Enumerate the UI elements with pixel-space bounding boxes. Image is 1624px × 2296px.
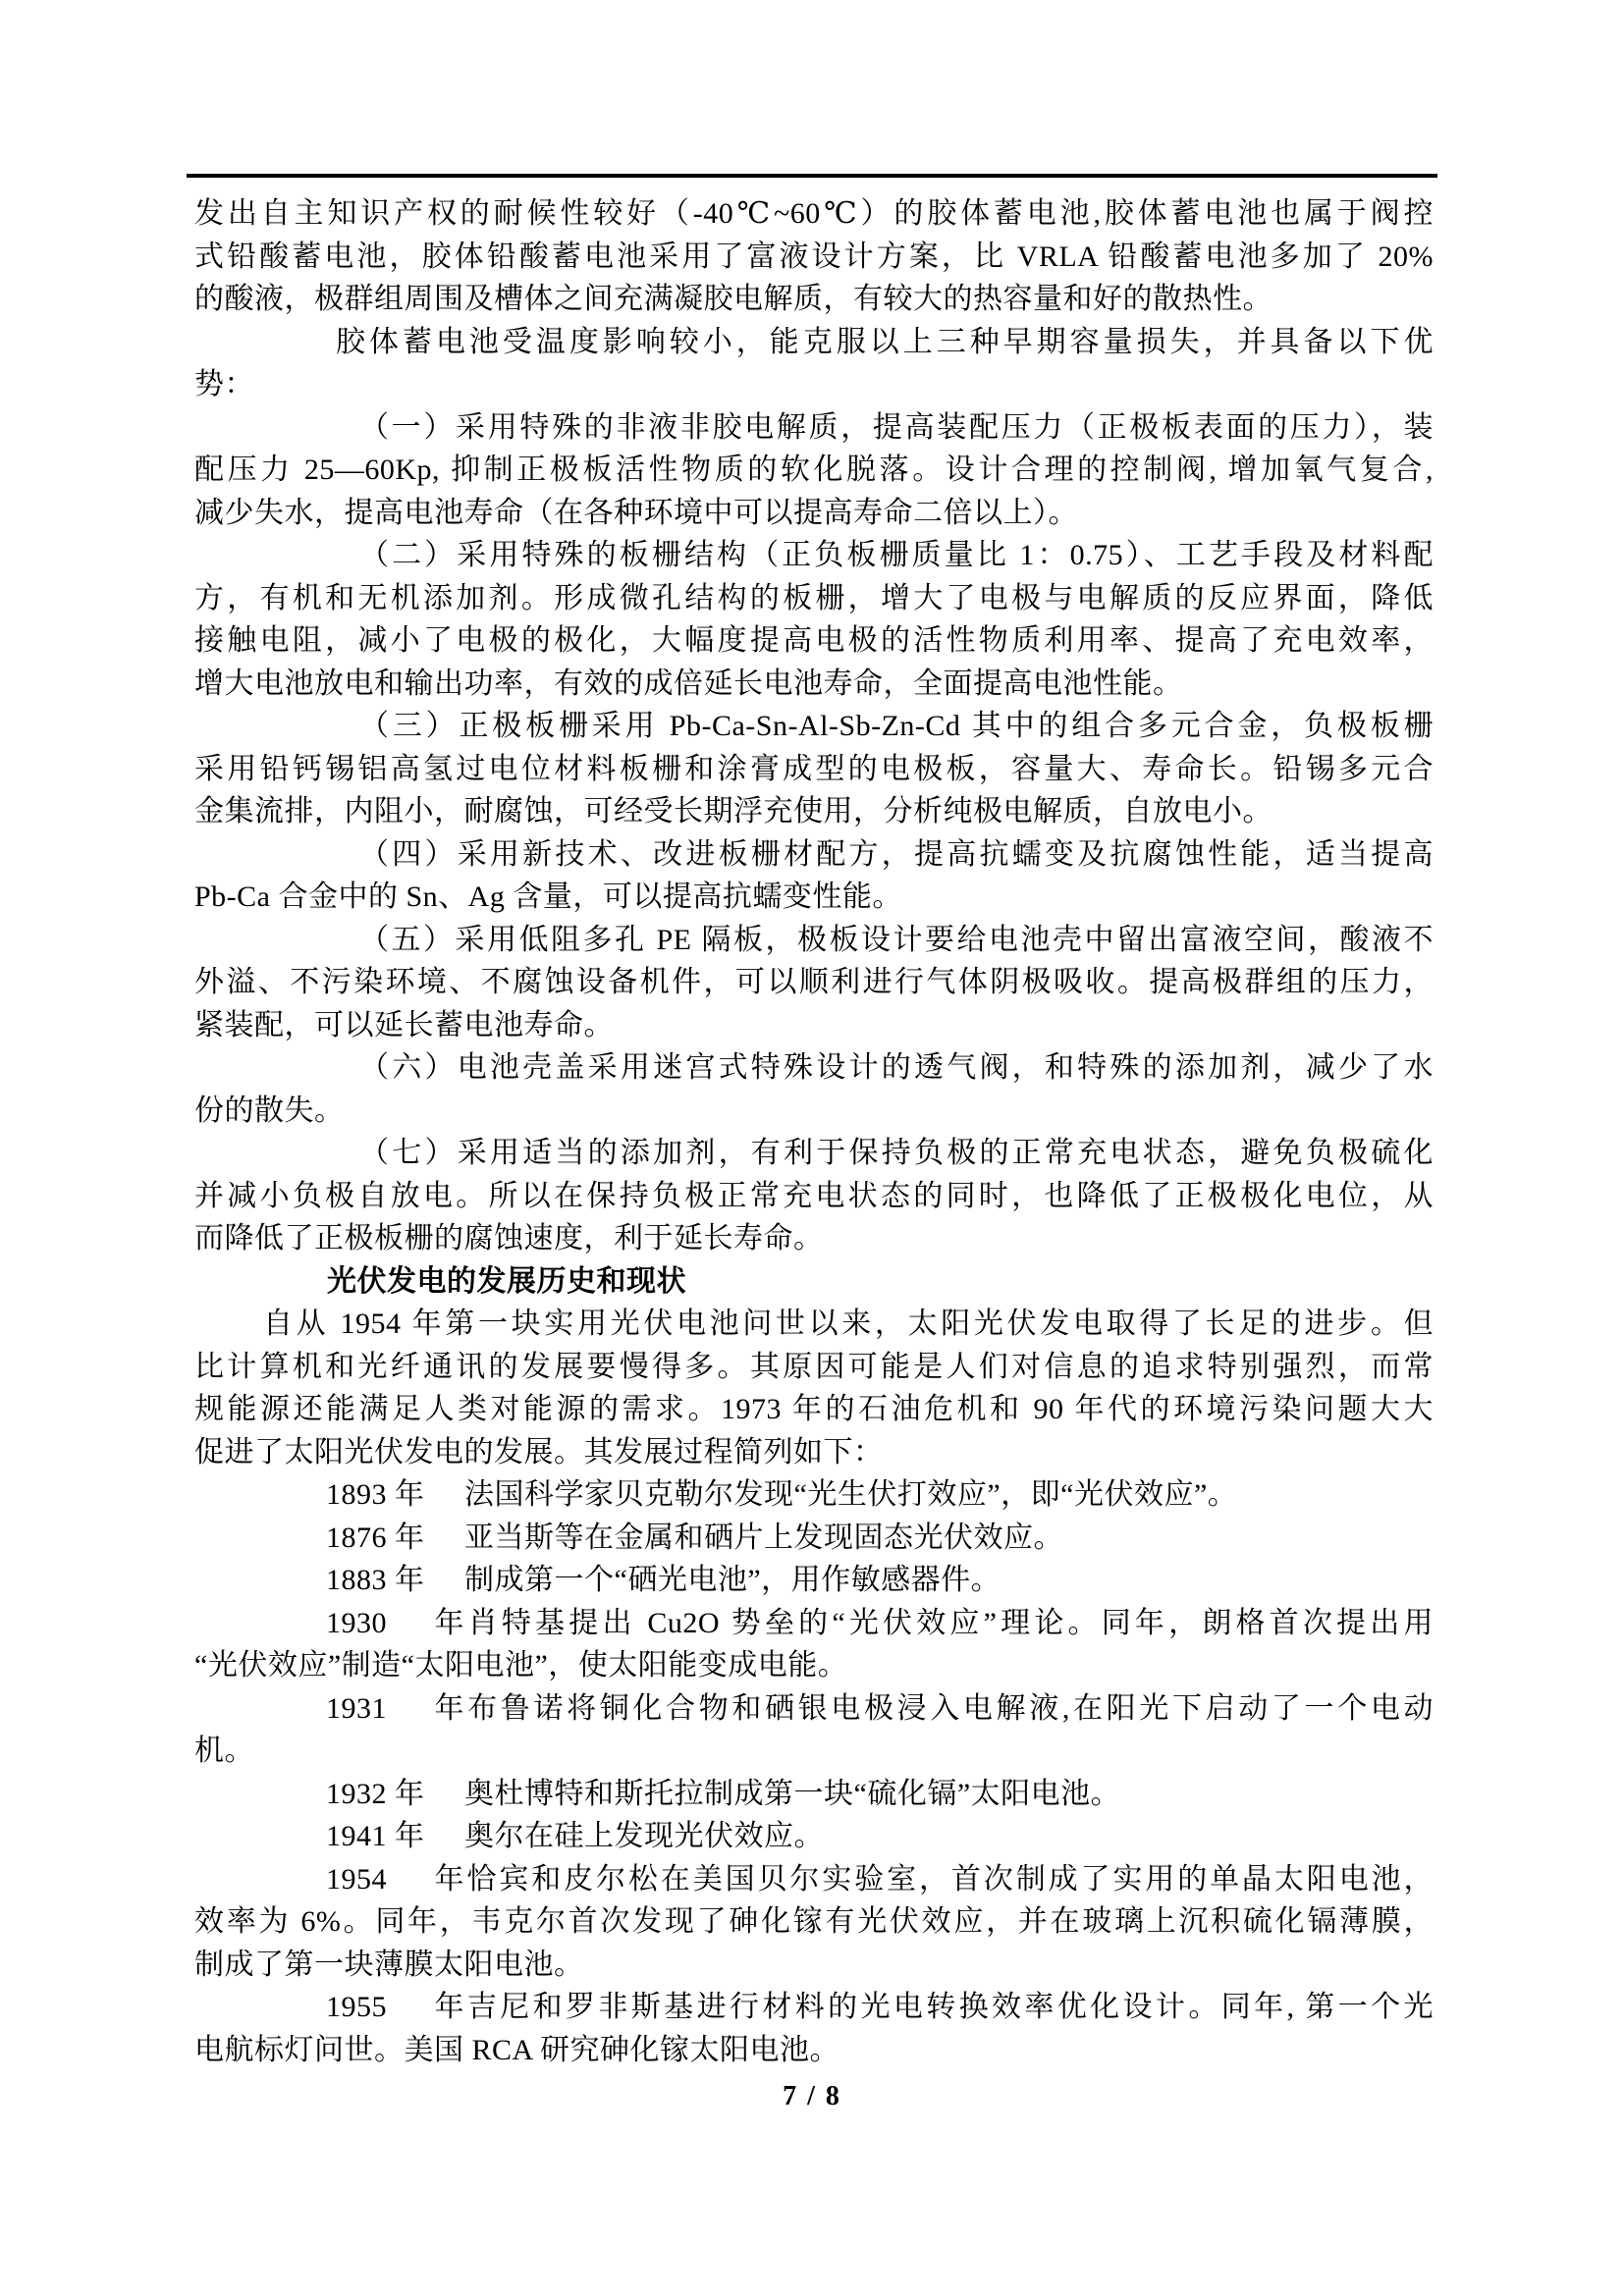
timeline-year: 1932 年 [326, 1777, 425, 1810]
text-line [194, 1687, 1434, 1731]
text-line: （三）正极板栅采用 Pb-Ca-Sn-Al-Sb-Zn-Cd 其中的组合多元合金，负极板栅 [359, 710, 1434, 742]
text-line: 份的散失。 [194, 1094, 345, 1127]
text-line: 胶体蓄电池受温度影响较小，能克服以上三种早期容量损失，并具备以下优 [336, 325, 1434, 358]
text-line: 接触电阻，减小了电极的极化，大幅度提高电极的活性物质利用率、提高了充电效率， [194, 624, 1434, 657]
timeline-event: 肖特基提出 Cu2O 势垒的“光伏效应”理论。同年，朗格首次提出用 [464, 1606, 1434, 1639]
timeline-year: 1954 年 [326, 1862, 464, 1896]
timeline-event: 奥尔在硅上发现光伏效应。 [464, 1820, 824, 1852]
timeline-year: 1941 年 [326, 1820, 425, 1852]
timeline-year: 1893 年 [326, 1478, 425, 1511]
text-line: 方，有机和无机添加剂。形成微孔结构的板栅，增大了电极与电解质的反应界面，降低 [194, 581, 1434, 614]
text-line: 规能源还能满足人类对能源的需求。1973 年的石油危机和 90 年代的环境污染问题大大 [194, 1393, 1434, 1425]
text-line: 的酸液，极群组周围及槽体之间充满凝胶电解质，有较大的热容量和好的散热性。 [194, 283, 1272, 315]
text-line: 并减小负极自放电。所以在保持负极正常充电状态的同时，也降低了正极极化电位，从 [194, 1179, 1434, 1212]
text-line: 金集流排，内阻小，耐腐蚀，可经受长期浮充使用，分析纯极电解质，自放电小。 [194, 795, 1272, 828]
text-line: 促进了太阳光伏发电的发展。其发展过程简列如下： [194, 1435, 884, 1468]
text-line: 电航标灯问世。美国 RCA 研究砷化镓太阳电池。 [194, 2033, 840, 2066]
text-line: （六）电池壳盖采用迷宫式特殊设计的透气阀，和特殊的添加剂，减少了水 [359, 1051, 1434, 1084]
text-line [194, 1815, 1434, 1858]
text-line: “光伏效应”制造“太阳电池”，使太阳能变成电能。 [194, 1649, 848, 1682]
text-line [194, 1858, 1434, 1901]
text-line: （一）采用特殊的非液非胶电解质，提高装配压力（正极板表面的压力），装 [359, 410, 1434, 444]
text-line: 效率为 6%。同年，韦克尔首次发现了砷化镓有光伏效应，并在玻璃上沉积硫化镉薄膜， [194, 1905, 1434, 1938]
timeline-event: 法国科学家贝克勒尔发现“光生伏打效应”，即“光伏效应”。 [464, 1478, 1238, 1511]
timeline-event: 奥杜博特和斯托拉制成第一块“硫化镉”太阳电池。 [464, 1777, 1121, 1810]
text-line: 势： [194, 368, 254, 400]
timeline-event: 亚当斯等在金属和硒片上发现固态光伏效应。 [464, 1521, 1063, 1554]
timeline-event: 恰宾和皮尔松在美国贝尔实验室，首次制成了实用的单晶太阳电池， [464, 1862, 1434, 1896]
text-line: 紧装配，可以延长蓄电池寿命。 [194, 1008, 614, 1041]
section-heading: 光伏发电的发展历史和现状 [327, 1264, 686, 1298]
timeline-year: 1876 年 [326, 1521, 425, 1554]
text-line: 式铅酸蓄电池，胶体铅酸蓄电池采用了富液设计方案，比 VRLA 铅酸蓄电池多加了 20% [194, 240, 1434, 273]
timeline-year: 1955 年 [326, 1991, 464, 2023]
text-line [194, 1473, 1434, 1517]
text-line: 机。 [194, 1735, 254, 1767]
text-line: 配压力 25—60Kp, 抑制正极板活性物质的软化脱落。设计合理的控制阀, 增加氧气复合, [194, 454, 1434, 486]
page-number: 7 / 8 [783, 2081, 841, 2111]
text-line: （七）采用适当的添加剂，有利于保持负极的正常充电状态，避免负极硫化 [359, 1137, 1434, 1169]
text-line [194, 1602, 1434, 1645]
timeline-event: 吉尼和罗非斯基进行材料的光电转换效率优化设计。同年, 第一个光 [464, 1991, 1434, 2023]
text-line [194, 1559, 1434, 1602]
text-line [194, 1773, 1434, 1816]
text-line: 减少失水，提高电池寿命（在各种环境中可以提高寿命二倍以上）。 [194, 496, 1078, 529]
text-line [194, 1986, 1434, 2029]
text-line: 自从 1954 年第一块实用光伏电池问世以来，太阳光伏发电取得了长足的进步。但 [263, 1308, 1434, 1340]
text-line: 增大电池放电和输出功率，有效的成倍延长电池寿命，全面提高电池性能。 [194, 667, 1183, 700]
text-line: 而降低了正极板栅的腐蚀速度，利于延长寿命。 [194, 1222, 824, 1255]
text-line: 比计算机和光纤通讯的发展要慢得多。其原因可能是人们对信息的追求特别强烈，而常 [194, 1350, 1434, 1383]
header-divider [187, 174, 1437, 178]
text-line: 外溢、不污染环境、不腐蚀设备机件，可以顺利进行气体阴极吸收。提高极群组的压力， [194, 966, 1434, 998]
text-line: （五）采用低阻多孔 PE 隔板，极板设计要给电池壳中留出富液空间，酸液不 [359, 923, 1434, 956]
text-line [194, 1517, 1434, 1560]
text-line: 采用铅钙锡铝高氢过电位材料板栅和涂膏成型的电极板，容量大、寿命长。铅锡多元合 [194, 752, 1434, 785]
document-body [194, 192, 1434, 2071]
text-line: 制成了第一块薄膜太阳电池。 [194, 1948, 584, 1981]
timeline-event: 布鲁诺将铜化合物和硒银电极浸入电解液,在阳光下启动了一个电动 [464, 1691, 1434, 1725]
timeline-year: 1931 年 [326, 1691, 464, 1725]
timeline-year: 1930 年 [326, 1606, 464, 1639]
text-line: Pb-Ca 合金中的 Sn、Ag 含量，可以提高抗蠕变性能。 [194, 881, 902, 913]
text-line: 发出自主知识产权的耐候性较好（-40℃~60℃）的胶体蓄电池,胶体蓄电池也属于阀控 [194, 197, 1434, 230]
text-line: （四）采用新技术、改进板栅材配方，提高抗蠕变及抗腐蚀性能，适当提高 [359, 837, 1434, 871]
text-line: （二）采用特殊的板栅结构（正负板栅质量比 1：0.75）、工艺手段及材料配 [359, 539, 1434, 571]
timeline-event: 制成第一个“硒光电池”，用作敏感器件。 [464, 1564, 1001, 1596]
timeline-year: 1883 年 [326, 1564, 425, 1596]
